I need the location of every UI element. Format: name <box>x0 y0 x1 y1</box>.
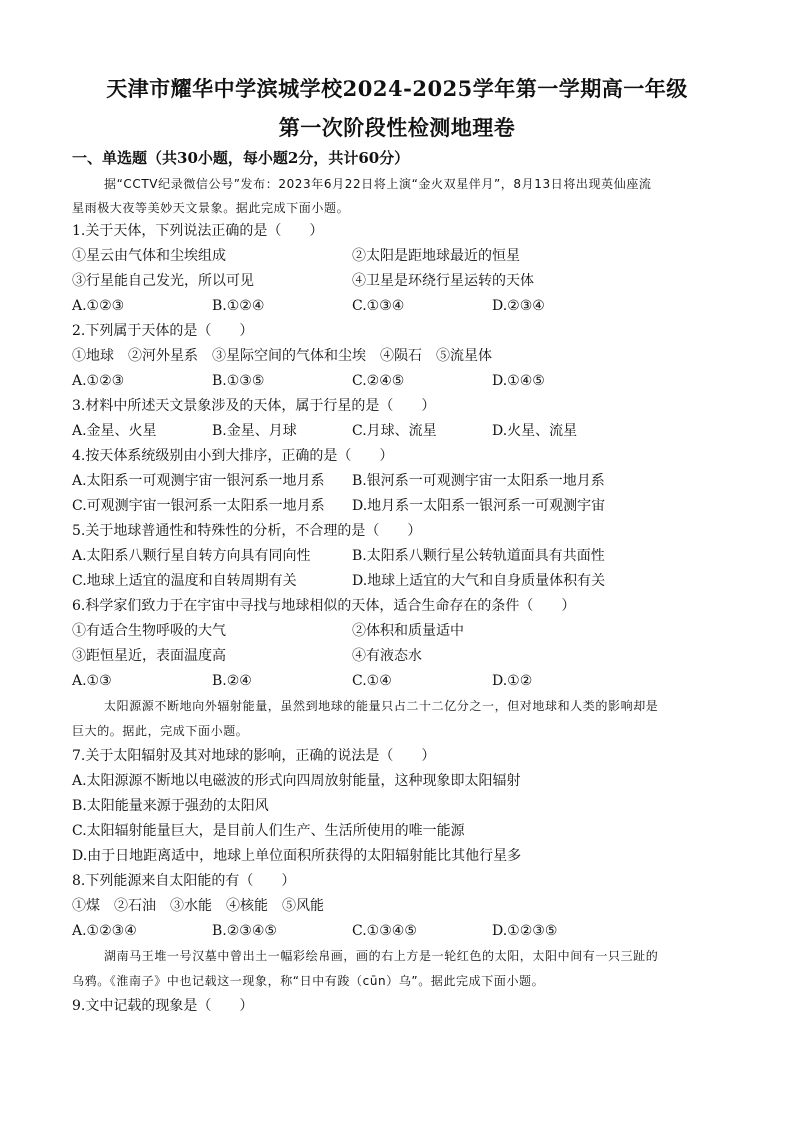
question-6-item: ③距恒星近，表面温度高 <box>72 648 226 664</box>
question-4-option-b: B.银河系一可观测宇宙一太阳系一地月系 <box>352 473 605 489</box>
question-6-item: ②体积和质量适中 <box>352 623 464 639</box>
question-5-option-a: A.太阳系八颗行星自转方向具有同向性 <box>72 548 311 564</box>
question-7-option-c: C.太阳辐射能量巨大，是目前人们生产、生活所使用的唯一能源 <box>72 823 465 839</box>
question-1-option-c: C.①③④ <box>352 298 405 314</box>
question-6-item: ①有适合生物呼吸的大气 <box>72 623 226 639</box>
question-6-stem: 6.科学家们致力于在宇宙中寻找与地球相似的天体，适合生命存在的条件（ ） <box>72 598 576 614</box>
question-4-option-d: D.地月系一太阳系一银河系一可观测宇宙 <box>352 498 606 514</box>
question-3-option-a: A.金星、火星 <box>72 423 157 439</box>
question-4-option-c: C.可观测宇宙一银河系一太阳系一地月系 <box>72 498 325 514</box>
question-1-option-b: B.①②④ <box>212 298 265 314</box>
question-1-option-d: D.②③④ <box>492 298 545 314</box>
material-2-line-1: 太阳源源不断地向外辐射能量，虽然到地球的能量只占二十二亿分之一，但对地球和人类的影响却是 <box>104 699 659 713</box>
question-4-option-a: A.太阳系一可观测宇宙一银河系一地月系 <box>72 473 325 489</box>
question-1-item: ②太阳是距地球最近的恒星 <box>352 248 520 264</box>
question-8-option-b: B.②③④⑤ <box>212 923 277 939</box>
question-3-option-b: B.金星、月球 <box>212 423 297 439</box>
question-1-stem: 1.关于天体，下列说法正确的是（ ） <box>72 223 324 239</box>
question-5-stem: 5.关于地球普通性和特殊性的分析，不合理的是（ ） <box>72 523 422 539</box>
question-8-stem: 8.下列能源来自太阳能的有（ ） <box>72 873 296 889</box>
question-8-items: ①煤 ②石油 ③水能 ④核能 ⑤风能 <box>72 898 324 914</box>
question-2-option-a: A.①②③ <box>72 373 125 389</box>
question-5-option-b: B.太阳系八颗行星公转轨道面具有共面性 <box>352 548 605 564</box>
question-1-item: ③行星能自己发光，所以可见 <box>72 273 254 289</box>
question-7-option-b: B.太阳能量来源于强劲的太阳风 <box>72 798 269 814</box>
question-3-option-d: D.火星、流星 <box>492 423 578 439</box>
exam-subtitle: 第一次阶段性检测地理卷 <box>278 115 516 140</box>
material-2-line-2: 巨大的。据此，完成下面小题。 <box>72 724 249 738</box>
question-9-stem: 9.文中记载的现象是（ ） <box>72 998 254 1014</box>
question-7-stem: 7.关于太阳辐射及其对地球的影响，正确的说法是（ ） <box>72 748 436 764</box>
material-1-line-1: 据“CCTV纪录微信公号”发布：2023年6月22日将上演“金火双星伴月”，8月13日将出现英仙座流 <box>104 177 652 191</box>
exam-title: 天津市耀华中学滨城学校2024-2025学年第一学期高一年级 <box>106 76 688 101</box>
question-6-option-b: B.②④ <box>212 673 252 689</box>
question-3-stem: 3.材料中所述天文景象涉及的天体，属于行星的是（ ） <box>72 398 436 414</box>
question-7-option-d: D.由于日地距离适中，地球上单位面积所获得的太阳辐射能比其他行星多 <box>72 848 522 864</box>
question-2-stem: 2.下列属于天体的是（ ） <box>72 323 254 339</box>
question-7-option-a: A.太阳源源不断地以电磁波的形式向四周放射能量，这种现象即太阳辐射 <box>72 773 521 789</box>
question-1-item: ④卫星是环绕行星运转的天体 <box>352 273 534 289</box>
question-8-option-d: D.①②③⑤ <box>492 923 558 939</box>
question-6-option-d: D.①② <box>492 673 533 689</box>
question-8-option-a: A.①②③④ <box>72 923 137 939</box>
question-5-option-d: D.地球上适宜的大气和自身质量体积有关 <box>352 573 606 589</box>
question-1-item: ①星云由气体和尘埃组成 <box>72 248 226 264</box>
question-6-option-c: C.①④ <box>352 673 392 689</box>
question-8-option-c: C.①③④⑤ <box>352 923 417 939</box>
question-2-option-d: D.①④⑤ <box>492 373 545 389</box>
material-1-line-2: 星雨极大夜等美妙天文景象。据此完成下面小题。 <box>72 201 350 215</box>
question-6-item: ④有液态水 <box>352 648 422 664</box>
section-heading: 一、单选题（共30小题，每小题2分，共计60分） <box>72 149 410 167</box>
question-1-option-a: A.①②③ <box>72 298 125 314</box>
question-6-option-a: A.①③ <box>72 673 112 689</box>
question-2-items: ①地球 ②河外星系 ③星际空间的气体和尘埃 ④陨石 ⑤流星体 <box>72 348 492 364</box>
question-3-option-c: C.月球、流星 <box>352 423 437 439</box>
question-5-option-c: C.地球上适宜的温度和自转周期有关 <box>72 573 297 589</box>
question-4-stem: 4.按天体系统级别由小到大排序，正确的是（ ） <box>72 448 394 464</box>
question-2-option-b: B.①③⑤ <box>212 373 265 389</box>
question-2-option-c: C.②④⑤ <box>352 373 405 389</box>
material-3-line-2: 乌鸦。《淮南子》中也记载这一现象，称“日中有踆（cūn）乌”。据此完成下面小题。 <box>72 974 545 988</box>
material-3-line-1: 湖南马王堆一号汉墓中曾出土一幅彩绘帛画，画的右上方是一轮红色的太阳，太阳中间有一只三趾的 <box>104 949 659 963</box>
